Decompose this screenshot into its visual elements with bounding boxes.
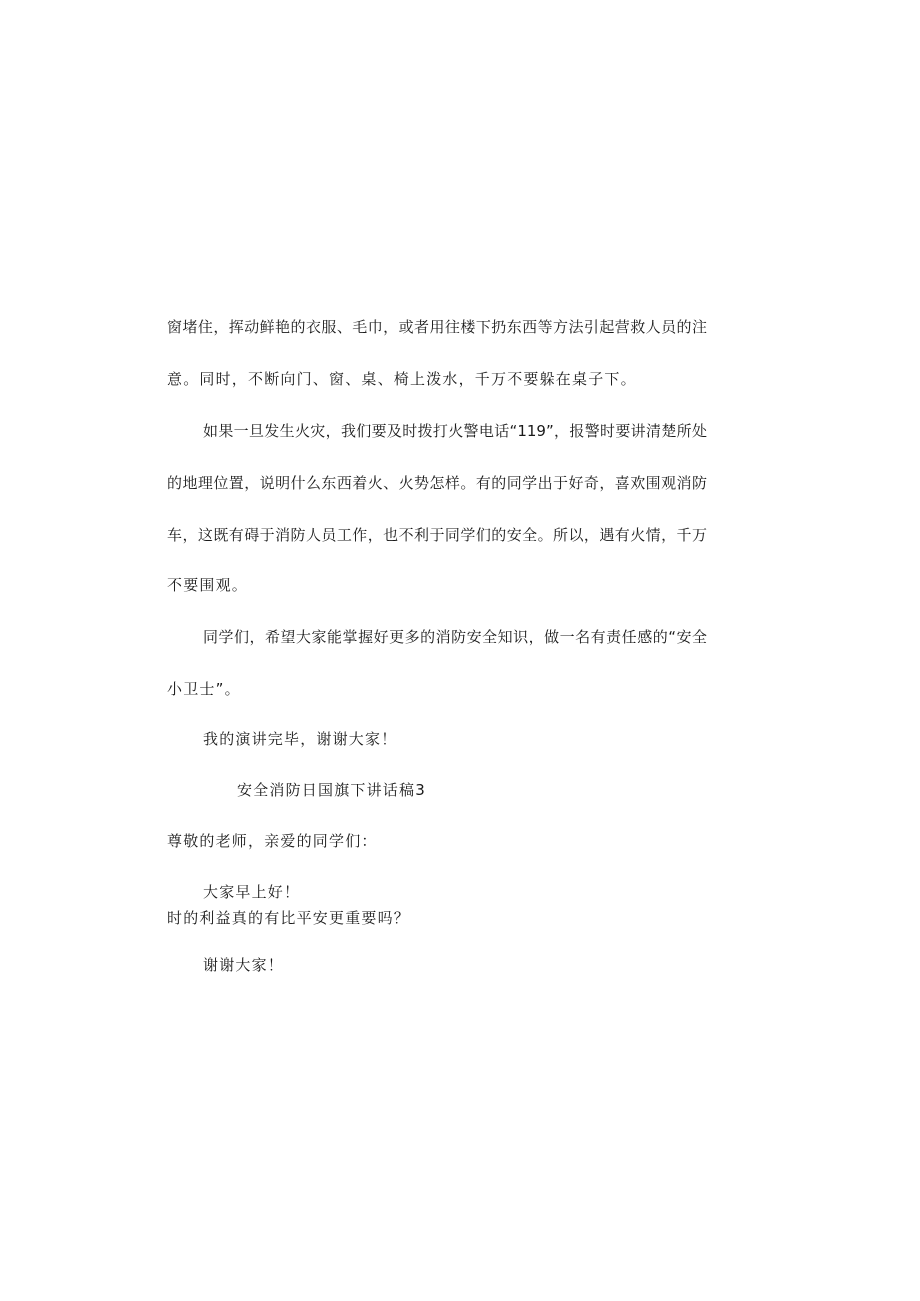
- greeting: 大家早上好！: [203, 883, 301, 901]
- paragraph-line: 同学们，希望大家能掌握好更多的消防安全知识，做一名有责任感的“安全: [203, 628, 707, 646]
- paragraph-line: 小卫士”。: [167, 680, 241, 698]
- salutation: 尊敬的老师，亲爱的同学们：: [167, 832, 378, 850]
- paragraph-line: 不要围观。: [167, 576, 249, 594]
- closing-line: 谢谢大家！: [203, 956, 285, 974]
- paragraph-line: 意。同时，不断向门、窗、桌、椅上泼水，千万不要躲在桌子下。: [167, 370, 637, 388]
- paragraph-line: 我的演讲完毕，谢谢大家！: [203, 730, 398, 748]
- paragraph-line: 的地理位置，说明什么东西着火、火势怎样。有的同学出于好奇，喜欢围观消防: [167, 474, 707, 492]
- section-title: 安全消防日国旗下讲话稿3: [237, 781, 426, 799]
- paragraph-line: 车，这既有碍于消防人员工作，也不利于同学们的安全。所以，遇有火情，千万: [167, 526, 707, 544]
- paragraph-line: 窗堵住，挥动鲜艳的衣服、毛巾，或者用往楼下扔东西等方法引起营救人员的注: [167, 318, 707, 336]
- paragraph-line: 如果一旦发生火灾，我们要及时拨打火警电话“119”，报警时要讲清楚所处: [203, 422, 707, 440]
- paragraph-line: 时的利益真的有比平安更重要吗？: [167, 909, 411, 927]
